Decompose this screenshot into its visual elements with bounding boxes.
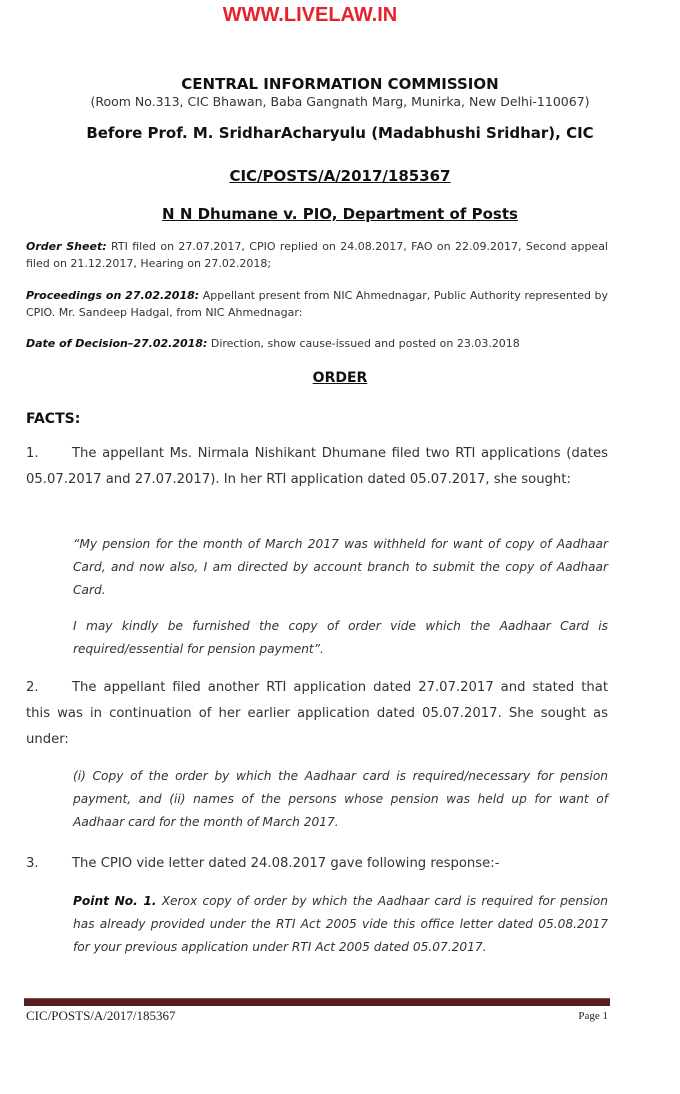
quote-2: (i) Copy of the order by which the Aadhaar card is required/necessary for pension payment, and (ii) names of the persons whose pension was held up for want of Aadhaar card for the month of March 2017.: [73, 769, 608, 829]
quote-1a: “My pension for the month of March 2017 was withheld for want of copy of Aadhaar Card, and now also, I am directed by account branch to submit the copy of Aadhaar Card.: [73, 537, 608, 597]
quote-3: [73, 890, 608, 959]
paragraph-text: The appellant Ms. Nirmala Nishikant Dhumane filed two RTI applications (dates 05.07.2017 and 27.07.2017). In her RTI application dated 05.07.2017, she sought:: [26, 446, 608, 487]
order-sheet-text: RTI filed on 27.07.2017, CPIO replied on 24.08.2017, FAO on 22.09.2017, Second appeal filed on 21.12.2017, Hearing on 27.02.2018;: [26, 240, 608, 270]
commission-address: (Room No.313, CIC Bhawan, Baba Gangnath Marg, Munirka, New Delhi-110067): [90, 94, 590, 109]
proceedings-text: Appellant present from NIC Ahmednagar, Public Authority represented by CPIO. Mr. Sandeep Hadgal, from NIC Ahmednagar:: [26, 289, 608, 319]
order-heading: ORDER: [312, 370, 368, 386]
paragraph-text: The appellant filed another RTI application dated 27.07.2017 and stated that this was in continuation of her earlier application dated 05.07.2017. She sought as under:: [26, 680, 608, 747]
footer-case-number: CIC/POSTS/A/2017/185367: [26, 1008, 176, 1023]
decision-date: [26, 335, 608, 352]
paragraph-2: [26, 675, 608, 753]
decision-text: Direction, show cause-issued and posted on 23.03.2018: [207, 337, 520, 350]
point-text: Xerox copy of order by which the Aadhaar card is required for pension has already provided under the RTI Act 2005 vide this office letter dated 05.08.2017 for your previous application under RTI Act 2005 dated 05.07.2017.: [73, 894, 608, 954]
livelaw-watermark: WWW.LIVELAW.IN: [222, 4, 398, 26]
proceedings-label: Proceedings on 27.02.2018:: [26, 289, 200, 302]
footer-divider: [24, 998, 610, 1006]
paragraph-1: [26, 441, 608, 493]
page-number: Page 1: [578, 1010, 608, 1022]
commission-title: CENTRAL INFORMATION COMMISSION: [181, 75, 499, 93]
paragraph-text: The CPIO vide letter dated 24.08.2017 gave following response:-: [72, 856, 500, 871]
bench-line: Before Prof. M. SridharAcharyulu (Madabhushi Sridhar), CIC: [86, 124, 594, 142]
paragraph-number: 2.: [26, 680, 39, 695]
paragraph-number: 1.: [26, 446, 39, 461]
facts-heading: FACTS:: [26, 411, 81, 427]
case-number: CIC/POSTS/A/2017/185367: [229, 167, 451, 185]
proceedings: [26, 287, 608, 321]
decision-label: Date of Decision–27.02.2018:: [26, 337, 208, 350]
paragraph-3: [26, 851, 608, 877]
paragraph-number: 3.: [26, 856, 39, 871]
case-parties: N N Dhumane v. PIO, Department of Posts: [162, 205, 518, 223]
quote-1b: I may kindly be furnished the copy of order vide which the Aadhaar Card is required/essential for pension payment”.: [73, 619, 608, 656]
order-sheet-label: Order Sheet:: [26, 240, 107, 253]
point-label: Point No. 1.: [73, 894, 157, 908]
order-sheet: [26, 238, 608, 272]
